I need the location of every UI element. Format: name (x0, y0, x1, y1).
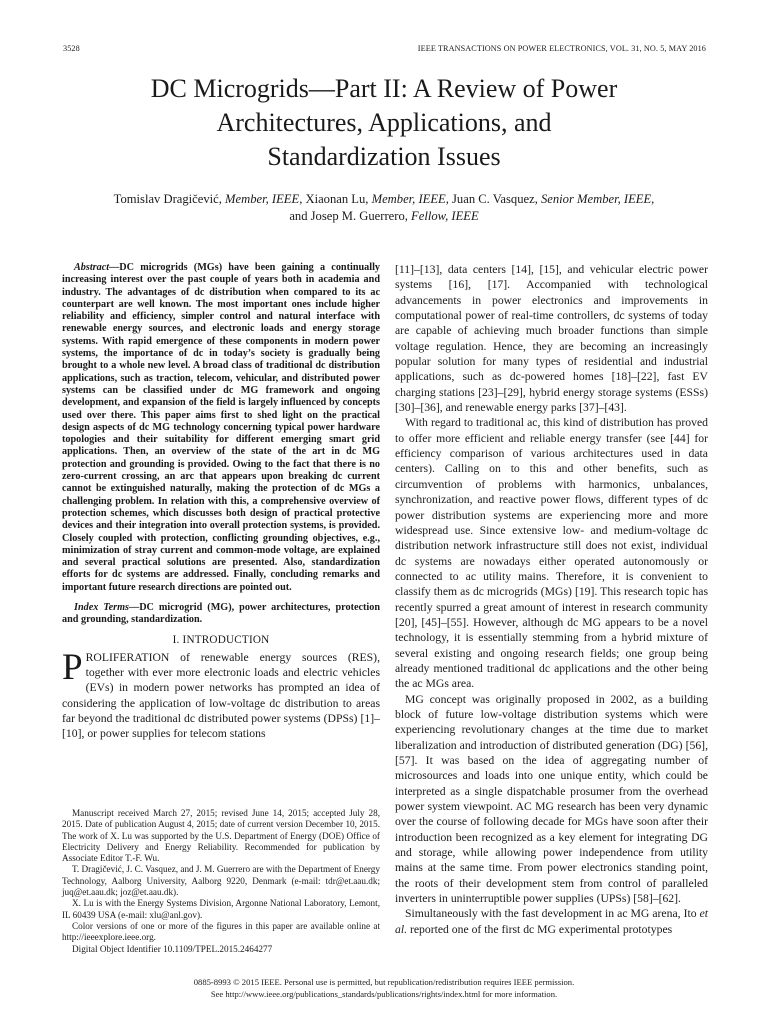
author-line-2 (70, 208, 698, 225)
right-column (395, 262, 708, 937)
copyright-line-2: See http://www.ieee.org/publications_standards/publications/rights/index.html for more information. (210, 988, 558, 999)
body-text: reported one of the first dc MG experimental prototypes (407, 922, 673, 936)
title-line-3: Standardization Issues (267, 142, 501, 171)
section-title-first-letter: I (182, 633, 187, 646)
author-role: Fellow, IEEE (411, 209, 479, 223)
drop-cap: P (62, 646, 83, 688)
author-list (70, 191, 698, 225)
title-line-2: Architectures, Applications, and (216, 108, 552, 137)
footnote-manuscript: Manuscript received March 27, 2015; revised June 14, 2015; accepted July 28, 2015. Date of publication August 4, 2015; date of current version December 10, 2015. The work of X. Lu was supported by the U.S. Department of Energy (DOE) Office of Electricity Delivery and Energy Reliability. Recommended for publication by Associate Editor T.-F. Wu. (62, 808, 380, 864)
section-title-rest: NTRODUCTION (186, 633, 270, 646)
abstract (62, 262, 380, 594)
body-paragraph: With regard to traditional ac, this kind of distribution has proved to offer more efficient and reliable energy transfer (see [44] for efficiency comparison of various architectures used in data centers). Calling on to this and other benefits, such as circumvention of problems with harmonics, unbalances, synchronization, and reactive power flows, different types of dc power distribution systems are experiencing more and more widespread use. Since extensive low- and medium-voltage dc distribution network infrastructure still does not exist, individual dc systems are nowadays either operated autonomously or connected to ac utility mains. Therefore, it is convenient to classify them as dc microgrids (MGs) [19]. This research topic has recently spurred a great amount of interest in research community [20], [45]–[55]. However, although dc MG appears to be a novel technology, it is essentially stemming from a hybrid mixture of several existing and ongoing research fields; one group being already mentioned traditional dc applications and the other being the ac MGs area. (395, 416, 708, 691)
abstract-label: Abstract (74, 262, 110, 273)
footnote-affiliation-1: T. Dragičević, J. C. Vasquez, and J. M. Guerrero are with the Department of Energy Technology, Aalborg University, Aalborg 9220, Denmark (e-mail: tdr@et.aau.dk; juq@et.aau.dk; joz@et.aau.dk). (62, 864, 380, 898)
body-paragraph (395, 906, 708, 937)
journal-header: IEEE TRANSACTIONS ON POWER ELECTRONICS, VOL. 31, NO. 5, MAY 2016 (417, 44, 706, 53)
body-paragraph: MG concept was originally proposed in 2002, as a building block of future low-voltage distribution systems which were experiencing revolutionary changes at the time due to market liberalization and introduction of distributed generation (DG) [56], [57]. It was based on the idea of aggregating number of microsources and loads into one unique entity, which could be interpreted as a single dispatchable prosumer from the overhead power system viewpoint. AC MG research has been very dynamic over the course of following decade for MGs have soon after their introduction been recognized as a key element for integrating DG and storage, while allowing power independence from utility mains at the same time. From power electronics standing point, the roots of their development stem from control of paralleled inverters in uninterruptible power supplies (UPSs) [58]–[62]. (395, 692, 708, 906)
author-name: , Xiaonan Lu, (299, 192, 372, 206)
index-terms-label: Index Terms (74, 602, 130, 614)
author-line-1 (70, 191, 698, 208)
body-paragraph: [11]–[13], data centers [14], [15], and vehicular electric power systems [16], [17]. Accompanied with technological advancements in power electronics and improvements in computational power of real-time controllers, dc systems of today are capable of achieving much broader functions than simple voltage regulation. Hence, they are becoming an increasingly popular solution for many types of residential and industrial applications, such as dc-powered homes [18]–[22], fast EV charging stations [23]–[29], hybrid energy storage systems (ESSs) [30]–[36], and renewable energy parks [37]–[43]. (395, 263, 708, 415)
body-text: Simultaneously with the fast development in ac MG arena, Ito (405, 907, 700, 921)
author-name: and Josep M. Guerrero, (289, 209, 412, 223)
author-role: Senior Member, IEEE (541, 192, 652, 206)
abstract-text: —DC microgrids (MGs) have been gaining a continually increasing interest over the past couple of years both in academia and industry. The advantages of dc distribution when compared to its ac counterpart are well known. The most important ones include higher reliability and efficiency, simpler control and natural interface with renewable energy sources, and electronic loads and energy storage systems. With rapid emergence of these components in modern power systems, the importance of dc in today’s society is gradually being brought to a whole new level. A broad class of traditional dc distribution applications, such as traction, telecom, vehicular, and distributed power systems can be classified under dc MG framework and ongoing development, and expansion of the field is largely influenced by concepts used over there. This paper aims first to shed light on the practical design aspects of dc MG technology concerning typical power hardware topologies and their suitability for different emerging smart grid applications. Then, an overview of the state of the art in dc MG protection and grounding is provided. Owing to the fact that there is no zero-current crossing, an arc that appears upon breaking dc current cannot be extinguished naturally, making the protection of dc MGs a challenging problem. In relation with this, a comprehensive overview of protection schemes, which discusses both design of practical protective devices and their integration into overall protection systems, is provided. Closely coupled with protection, conflicting grounding objectives, e.g., minimization of stray current and common-mode voltage, are explained and several practical solutions are presented. Also, standardization efforts for dc systems are addressed. Finally, concluding remarks and important future research directions are pointed out. (62, 262, 380, 593)
intro-caps-word: ROLIFERATION (85, 650, 170, 664)
section-heading (62, 634, 380, 646)
footnote-affiliation-2: X. Lu is with the Energy Systems Division, Argonne National Laboratory, Lemont, IL 60439 USA (e-mail: xlu@anl.gov). (62, 898, 380, 920)
section-numeral: I. (172, 633, 180, 646)
author-role: Member, IEEE (371, 192, 446, 206)
author-name: , Juan C. Vasquez, (445, 192, 541, 206)
left-column (62, 262, 380, 742)
copyright-line-1: 0885-8993 © 2015 IEEE. Personal use is permitted, but republication/redistribution requires IEEE permission. (193, 977, 575, 987)
footnote-doi: Digital Object Identifier 10.1109/TPEL.2015.2464277 (72, 943, 273, 954)
author-separator: , (651, 192, 655, 206)
index-terms (62, 602, 380, 627)
paper-title (60, 72, 708, 174)
copyright-notice (60, 977, 708, 1000)
author-role: Member, IEEE (225, 192, 300, 206)
author-name: Tomislav Dragičević, (113, 192, 226, 206)
index-terms-text: —DC microgrid (MG), power architectures, protection and grounding, standardization. (62, 602, 380, 626)
intro-text: of renewable energy sources (RES), together with ever more electronic loads and electric vehicles (EVs) in modern power networks has prompted an idea of considering the application of low-voltage dc distribution to areas far beyond the traditional dc distributed power systems (DPSs) [1]–[10], or power supplies for telecom stations (62, 650, 380, 741)
page-number: 3528 (63, 44, 80, 53)
footnote-color-versions: Color versions of one or more of the figures in this paper are available online at http://ieeexplore.ieee.org. (62, 920, 380, 943)
footnotes (62, 808, 380, 955)
title-line-1: DC Microgrids—Part II: A Review of Power (150, 74, 618, 103)
intro-paragraph (62, 646, 380, 742)
et-al: et al. (395, 907, 708, 936)
